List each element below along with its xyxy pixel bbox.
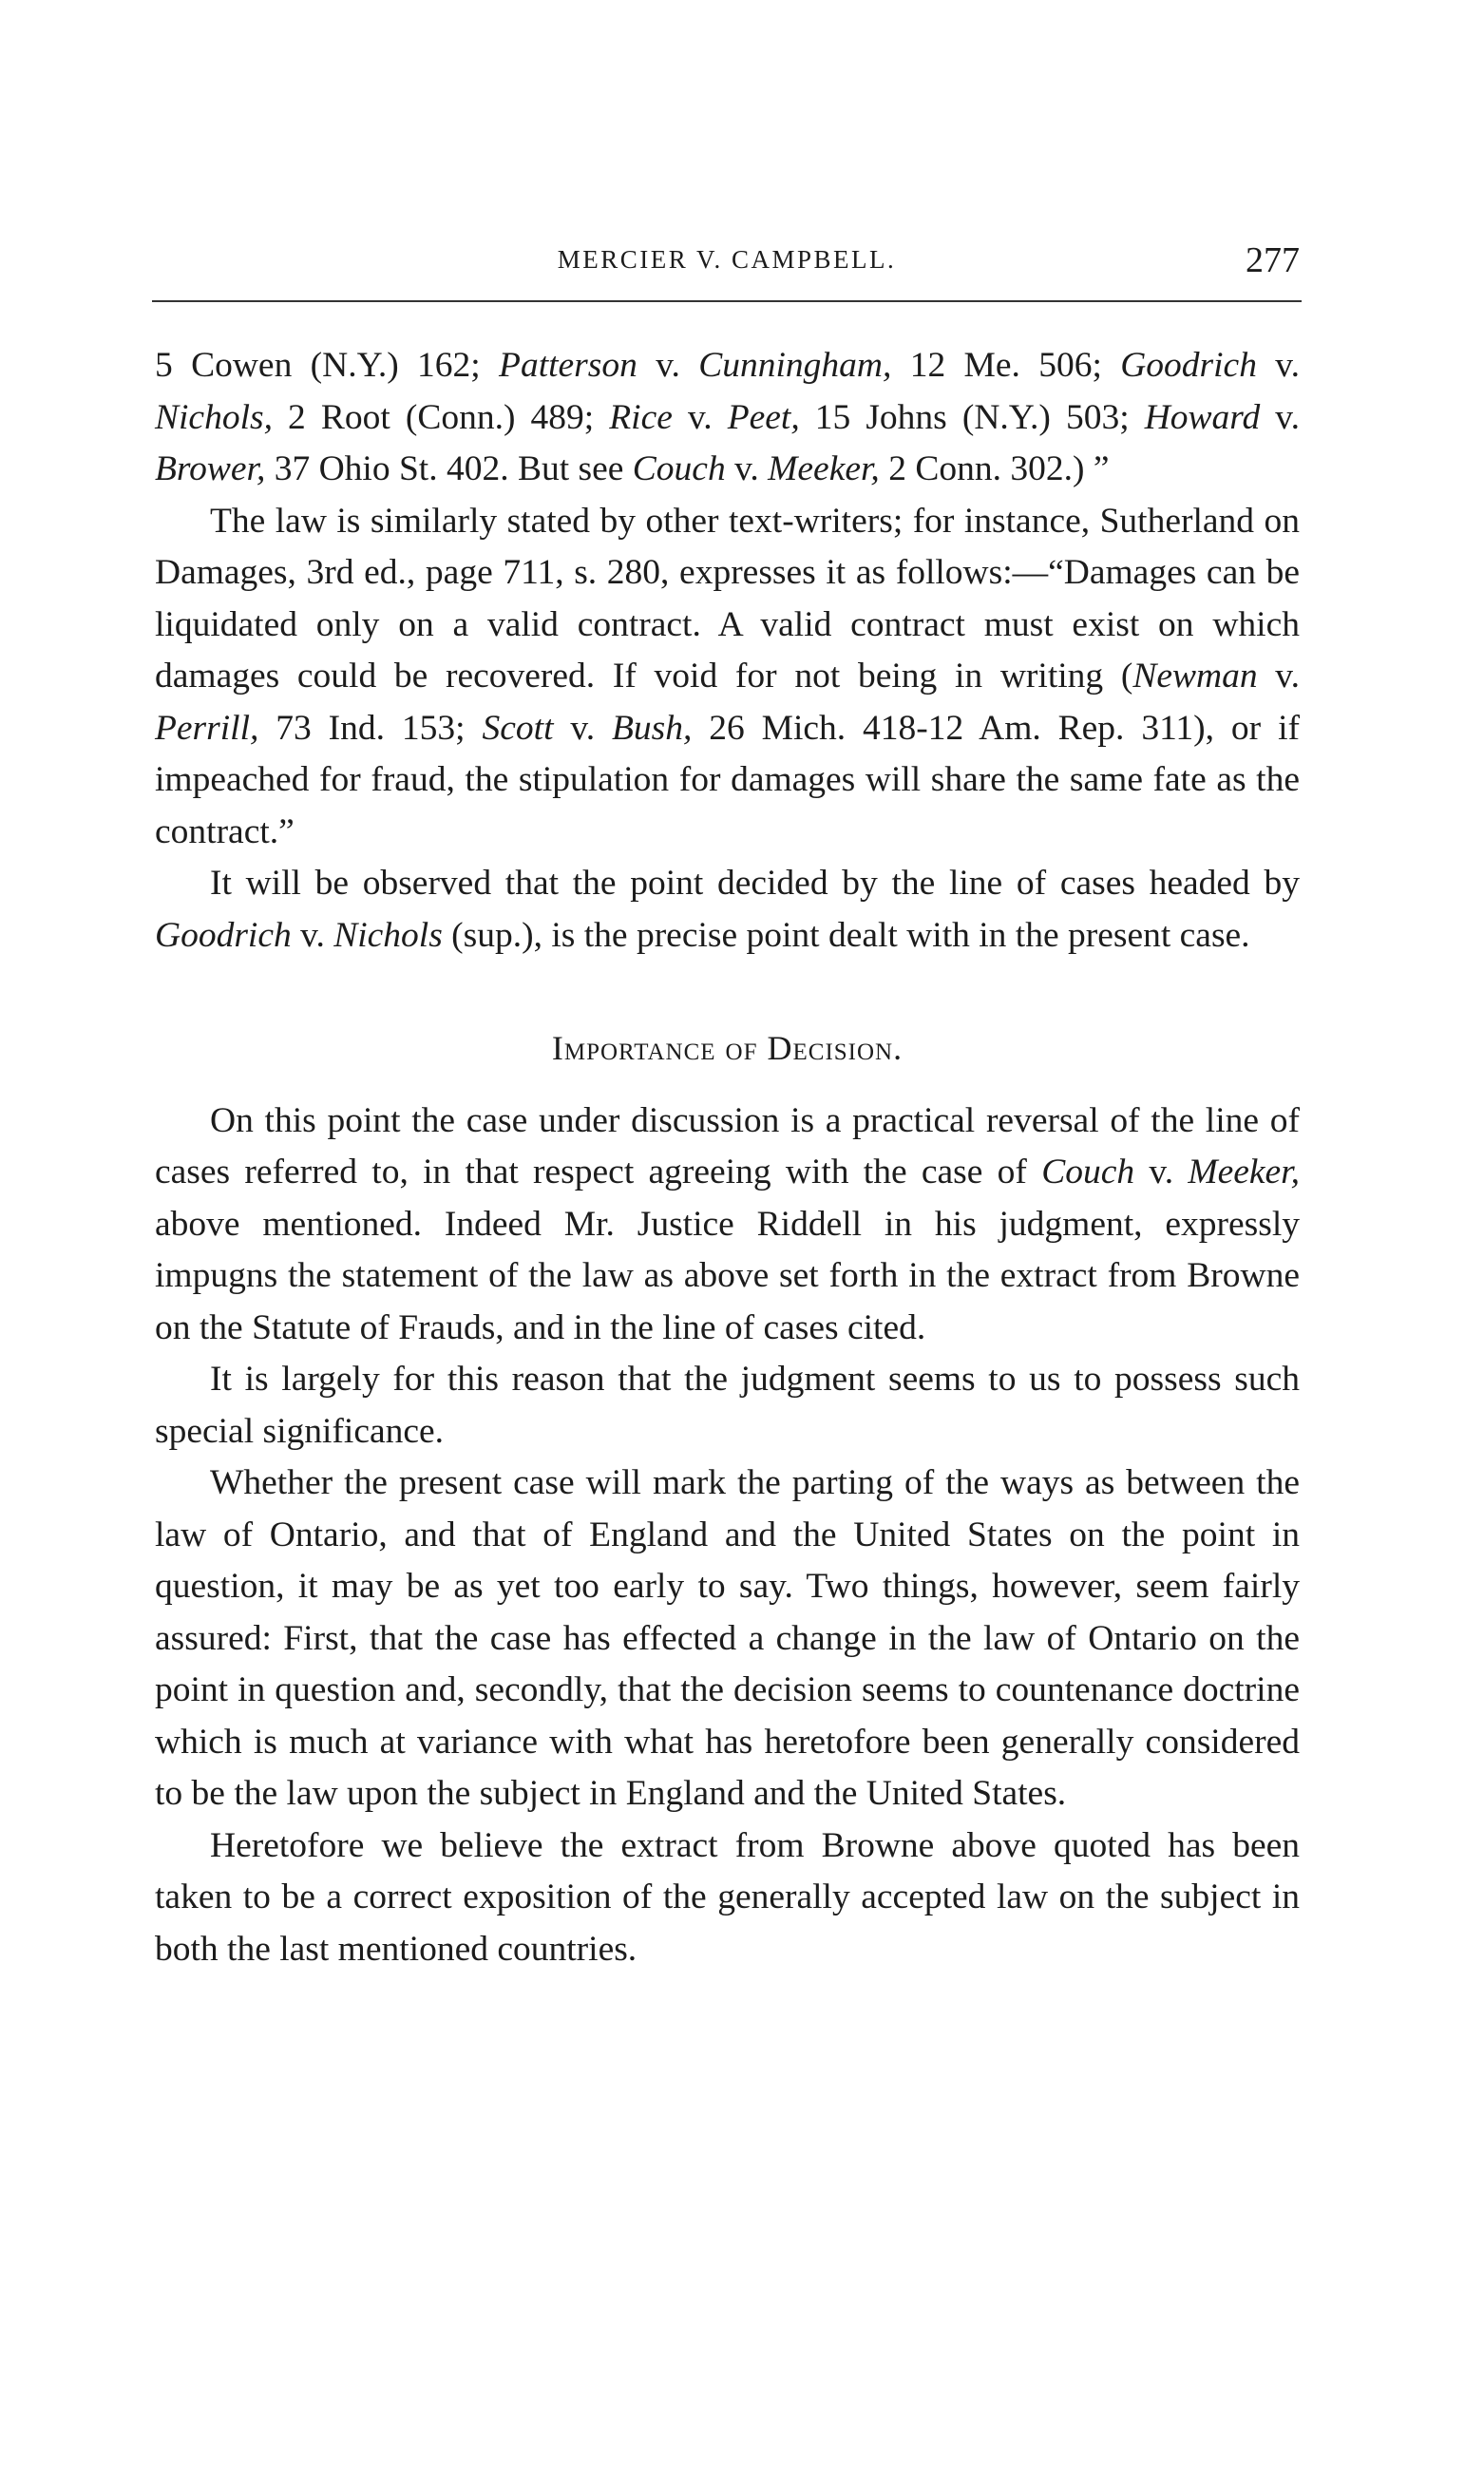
- paragraph-citations-continued: [155, 340, 1300, 496]
- paragraph-sutherland-quote: [155, 496, 1300, 859]
- paragraph-special-significance: It is largely for this reason that the judgment seems to us to possess such special significance.: [155, 1360, 1300, 1451]
- case-name: Nichols,: [155, 397, 273, 437]
- case-name: Couch: [632, 449, 726, 488]
- case-name: Rice: [609, 397, 673, 437]
- paragraph-parting-of-ways: Whether the present case will mark the parting of the ways as between the law of Ontario, and that of England and the United States on the point in question, it may be as yet too early to say. Two things, however, seem fairly assured: First, that the case has effected a change in the law of Ontario on the point in question and, secondly, that the decision seems to countenance doctrine which is much at variance with what has heretofore been generally considered to be the law upon the subject in England and the United States.: [155, 1463, 1300, 1813]
- text-run: 2 Root (Conn.) 489;: [272, 397, 610, 437]
- case-name: Nichols: [333, 915, 443, 955]
- case-name: Peet,: [727, 397, 800, 437]
- case-name: Cunningham,: [698, 346, 892, 385]
- text-run: v.: [672, 397, 728, 437]
- text-run: 73 Ind. 153;: [258, 708, 483, 748]
- text-run: v.: [291, 915, 334, 955]
- case-name: Scott: [482, 708, 554, 748]
- paragraph-browne-extract: Heretofore we believe the extract from Browne above quoted has been taken to be a correct exposition of the generally accepted law on the subject in both the last mentioned countries.: [155, 1825, 1300, 1969]
- text-run: v.: [553, 708, 612, 748]
- case-name: Patterson: [499, 346, 637, 385]
- case-name: Meeker,: [1188, 1153, 1300, 1191]
- case-name: Meeker,: [768, 449, 880, 488]
- text-run: 15 Johns (N.Y.) 503;: [799, 397, 1145, 437]
- text-run: above mentioned. Indeed Mr. Justice Riddell in his judgment, expressly impugns the statement of the law as above set forth in the extract from Browne on the Statute of Frauds, and in the line of cases cited.: [155, 1204, 1300, 1347]
- case-name: Perrill,: [155, 708, 259, 748]
- case-name: Bush,: [611, 708, 693, 748]
- body-text: [155, 340, 1300, 1975]
- text-run: v.: [1257, 657, 1300, 696]
- text-run: 26 Mich. 418-12 Am. Rep. 311), or if impeached for fraud, the stipulation for damages will share the same fate as the contract.”: [155, 708, 1300, 851]
- text-run: 5 Cowen (N.Y.) 162;: [155, 346, 500, 385]
- header-rule: [152, 300, 1302, 302]
- running-head: [152, 239, 1302, 293]
- text-run: v.: [725, 449, 769, 488]
- running-title: MERCIER V. CAMPBELL.: [557, 245, 897, 274]
- case-name: Couch: [1041, 1153, 1135, 1191]
- paragraph-point-decided: [155, 858, 1300, 962]
- text-run: 12 Me. 506;: [891, 346, 1121, 385]
- case-name: Newman: [1132, 657, 1258, 696]
- text-run: The law is similarly stated by other text-writers; for instance, Sutherland on Damages, 3rd ed., page 711, s. 280, expresses it as follows:—“Damages can be liquidated only on a valid contract. A valid contract must exist on which damages could be recovered. If void for not being in writing (: [155, 501, 1300, 696]
- text-run: v.: [1260, 397, 1300, 437]
- text-run: v.: [637, 346, 699, 385]
- text-run: v.: [1256, 346, 1300, 385]
- paragraph-practical-reversal: [155, 1096, 1300, 1355]
- section-heading: Importance of Decision.: [551, 1029, 904, 1067]
- case-name: Howard: [1144, 397, 1261, 437]
- page-number: 277: [1246, 240, 1300, 280]
- text-run: (sup.), is the precise point dealt with in the present case.: [442, 915, 1250, 955]
- case-name: Brower,: [155, 449, 266, 488]
- case-name: Goodrich: [1120, 346, 1257, 385]
- text-run: On this point the case under discussion is a practical reversal of the line of cases referred to, in that respect agreeing with the case of: [155, 1100, 1300, 1191]
- text-run: 2 Conn. 302.) ”: [879, 449, 1110, 488]
- text-run: It will be observed that the point decided by the line of cases headed by: [210, 864, 1300, 903]
- text-run: v.: [1134, 1153, 1189, 1191]
- text-run: 37 Ohio St. 402. But see: [265, 449, 633, 488]
- case-name: Goodrich: [155, 915, 292, 955]
